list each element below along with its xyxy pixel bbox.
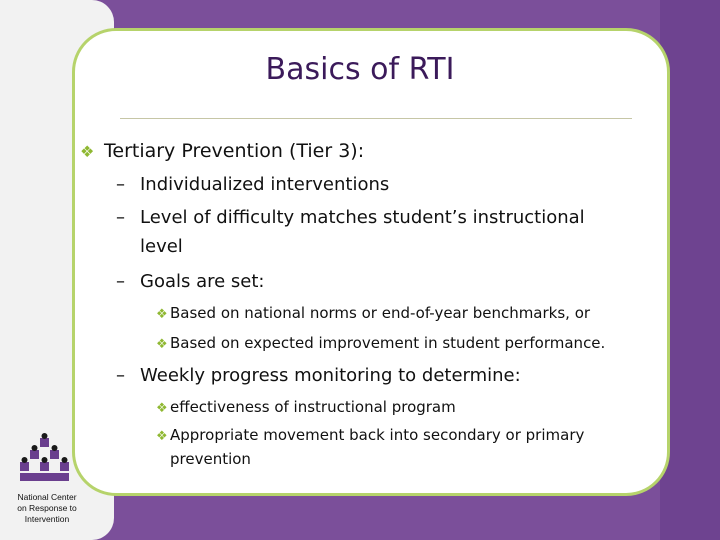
- diamond-bullet-icon: ❖: [156, 428, 168, 443]
- diamond-bullet-icon: ❖: [156, 306, 168, 321]
- slide-title: Basics of RTI: [265, 52, 455, 87]
- main-bullet-text: Tertiary Prevention (Tier 3):: [104, 140, 365, 162]
- sub-bullet-4: Weekly progress monitoring to determine:: [140, 365, 521, 386]
- sub-bullet-2-line1: Level of difficulty matches student’s instructional: [140, 207, 585, 228]
- sub-bullet-1: Individualized interventions: [140, 174, 390, 195]
- logo-text: [4, 492, 90, 525]
- diamond-bullet-icon: ❖: [156, 336, 168, 351]
- dash-marker: –: [116, 271, 125, 292]
- sub-bullet-3: Goals are set:: [140, 271, 265, 292]
- dash-marker: –: [116, 174, 125, 195]
- logo-line-1: National Center: [17, 492, 77, 502]
- dash-marker: –: [116, 207, 125, 228]
- logo-line-3: Intervention: [24, 514, 70, 524]
- determine-item-2-line1: Appropriate movement back into secondary or primary: [170, 426, 585, 444]
- diamond-bullet-icon: ❖: [156, 400, 168, 415]
- goal-item-1: Based on national norms or end-of-year benchmarks, or: [170, 304, 591, 322]
- determine-item-2-line2: prevention: [170, 450, 251, 468]
- logo-line-2: on Response to: [17, 503, 77, 513]
- sub-bullet-2-line2: level: [140, 236, 183, 257]
- diamond-bullet-icon: ❖: [80, 144, 95, 161]
- ncrti-logo-icon: [14, 432, 74, 484]
- dash-marker: –: [116, 365, 125, 386]
- goal-item-2: Based on expected improvement in student performance.: [170, 334, 606, 352]
- title-divider: [120, 118, 632, 119]
- determine-item-1: effectiveness of instructional program: [170, 398, 456, 416]
